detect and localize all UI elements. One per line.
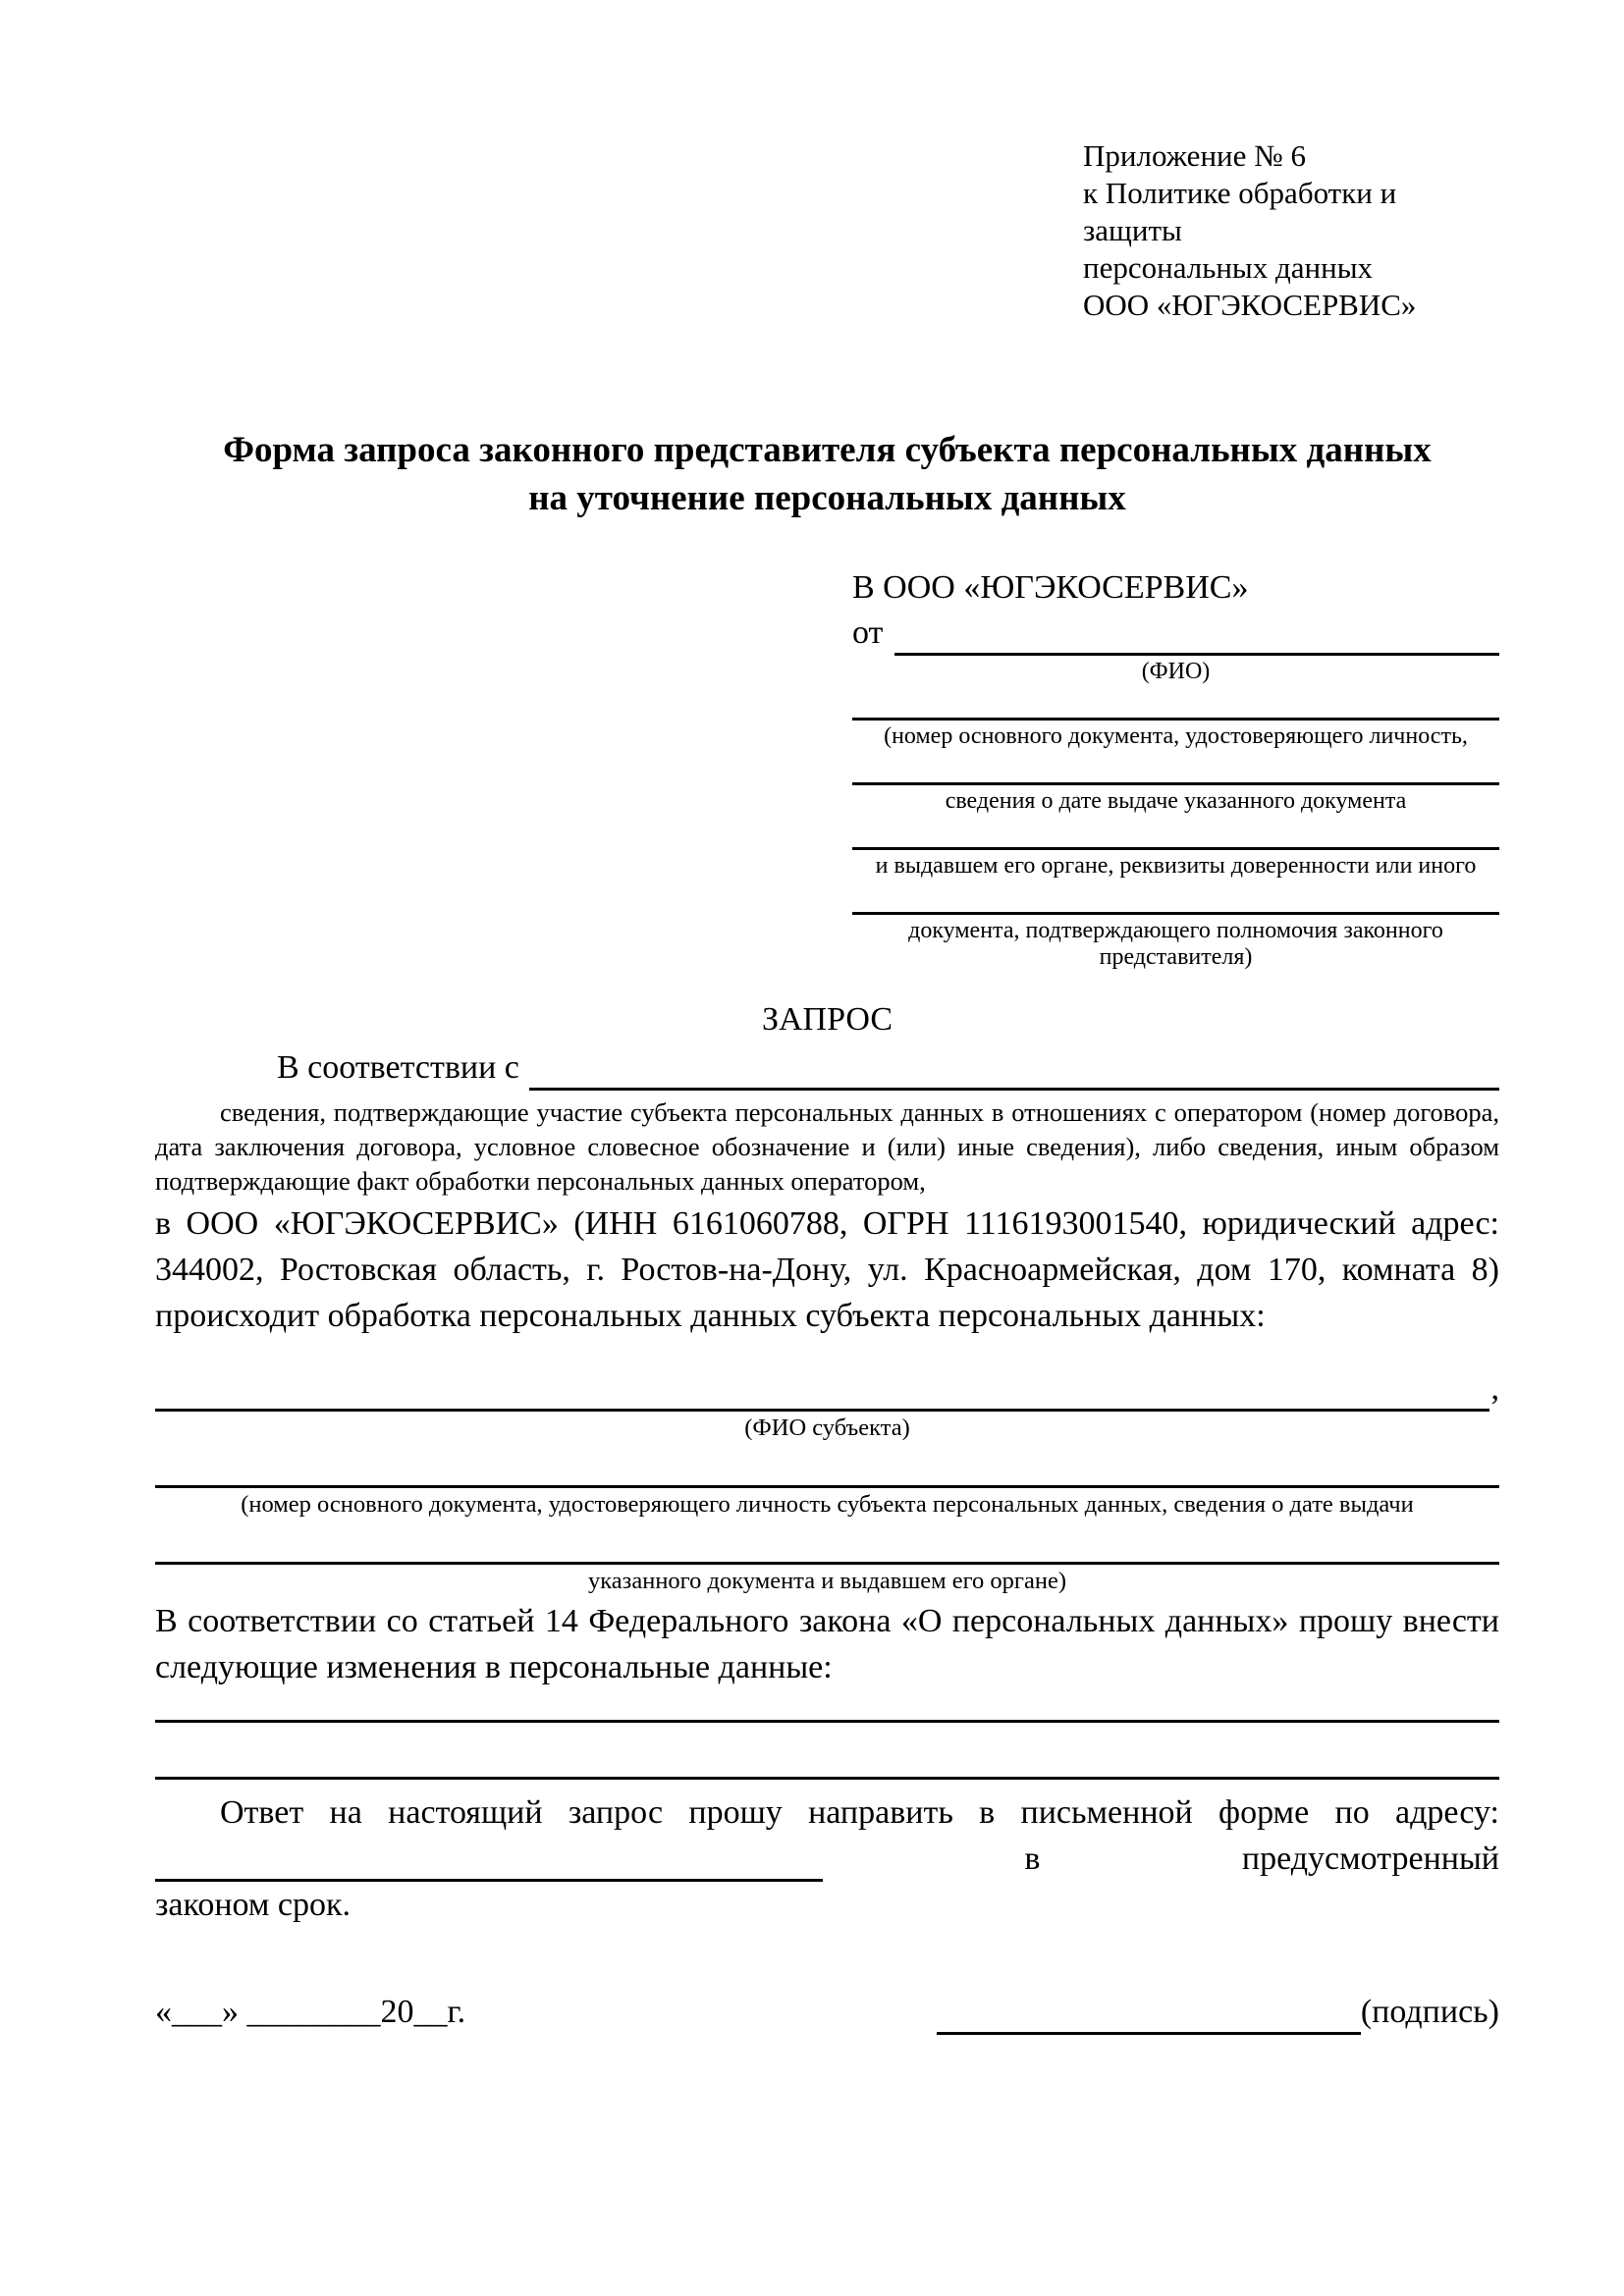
intro-blank-line: [529, 1053, 1499, 1091]
appendix-note: [1083, 137, 1499, 324]
document-title-line1: Форма запроса законного представителя субъекта персональных данных: [223, 430, 1432, 470]
addressee-block: [852, 565, 1499, 971]
blank-line: [852, 880, 1499, 915]
doc-caption-4: документа, подтверждающего полномочия законного представителя): [908, 918, 1443, 970]
date-field: «___» ________20__г.: [155, 1994, 466, 2030]
blank-line: [852, 685, 1499, 721]
representative-doc-group: [852, 880, 1499, 971]
subject-fio-caption: (ФИО субъекта): [744, 1415, 910, 1441]
fio-caption: (ФИО): [1141, 659, 1211, 684]
request-heading: ЗАПРОС: [761, 1001, 893, 1038]
subject-doc-group: [155, 1441, 1499, 1518]
subject-fio-row: [155, 1368, 1499, 1412]
representative-doc-group: [852, 685, 1499, 750]
law-paragraph: В соответствии со статьей 14 Федерального закона «О персональных данных» прошу внести следующие изменения в персональные данные:: [155, 1603, 1499, 1685]
blank-line: [852, 815, 1499, 850]
response-word-v: в: [1024, 1841, 1041, 1877]
signature-block: [937, 1989, 1499, 2035]
doc-caption-2: сведения о дате выдаче указанного документа: [945, 788, 1407, 814]
appendix-note-line: персональных данных: [1083, 250, 1374, 285]
intro-row: [155, 1044, 1499, 1091]
response-address-row: [155, 1836, 1499, 1882]
document-title-line2: на уточнение персональных данных: [528, 478, 1126, 518]
operator-paragraph: в ООО «ЮГЭКОСЕРВИС» (ИНН 6161060788, ОГРН 1116193001540, юридический адрес: 344002, Ростовская область, г. Ростов-на-Дону, ул. Красноармейская, дом 170, комната 8) происходит обработка персональных данных субъекта персональных данных:: [155, 1205, 1499, 1334]
from-blank-line: [894, 618, 1499, 656]
appendix-note-line: к Политике обработки и защиты: [1083, 176, 1397, 247]
signature-caption: (подпись): [1360, 1994, 1499, 2030]
changes-blank-line: [155, 1777, 1499, 1780]
subject-trailing-comma: ,: [1490, 1370, 1499, 1407]
signature-blank-line: [937, 1998, 1361, 2035]
subject-doc-blank-line: [155, 1518, 1499, 1565]
subject-fio-blank-line: [155, 1376, 1489, 1412]
representative-doc-group: [852, 750, 1499, 815]
intro-note: сведения, подтверждающие участие субъекта персональных данных в отношениях с оператором (номер договора, дата заключения договора, условное словесное обозначение и (или) иные сведения), либо сведения, иным образом подтверждающие факт обработки персональных данных оператором,: [155, 1097, 1499, 1196]
response-line3: законом срок.: [155, 1887, 351, 1923]
response-word-term: предусмотренный: [1241, 1841, 1499, 1877]
subject-doc-blank-line: [155, 1441, 1499, 1488]
response-line1: Ответ на настоящий запрос прошу направить в письменной форме по адресу:: [220, 1794, 1499, 1831]
appendix-note-line: Приложение № 6: [1083, 138, 1306, 173]
subject-doc-caption-2: указанного документа и выдавшем его органе): [588, 1568, 1066, 1594]
blank-line: [852, 750, 1499, 785]
response-address-blank-line: [155, 1844, 823, 1882]
document-title: [155, 426, 1499, 522]
doc-caption-3: и выдавшем его органе, реквизиты доверенности или иного: [875, 853, 1477, 879]
from-label: от: [852, 614, 884, 651]
subject-doc-caption-1: (номер основного документа, удостоверяющего личность субъекта персональных данных, сведения о дате выдачи: [241, 1491, 1414, 1518]
changes-blank-line: [155, 1720, 1499, 1723]
from-row: [852, 611, 1499, 656]
appendix-note-line: ООО «ЮГЭКОСЕРВИС»: [1083, 288, 1417, 322]
footer-row: [155, 1989, 1499, 2035]
representative-doc-group: [852, 815, 1499, 880]
subject-doc-group: [155, 1518, 1499, 1594]
addressee-company: В ООО «ЮГЭКОСЕРВИС»: [852, 569, 1249, 606]
intro-label: В соответствии с: [277, 1049, 519, 1086]
doc-caption-1: (номер основного документа, удостоверяющего личность,: [884, 723, 1468, 749]
